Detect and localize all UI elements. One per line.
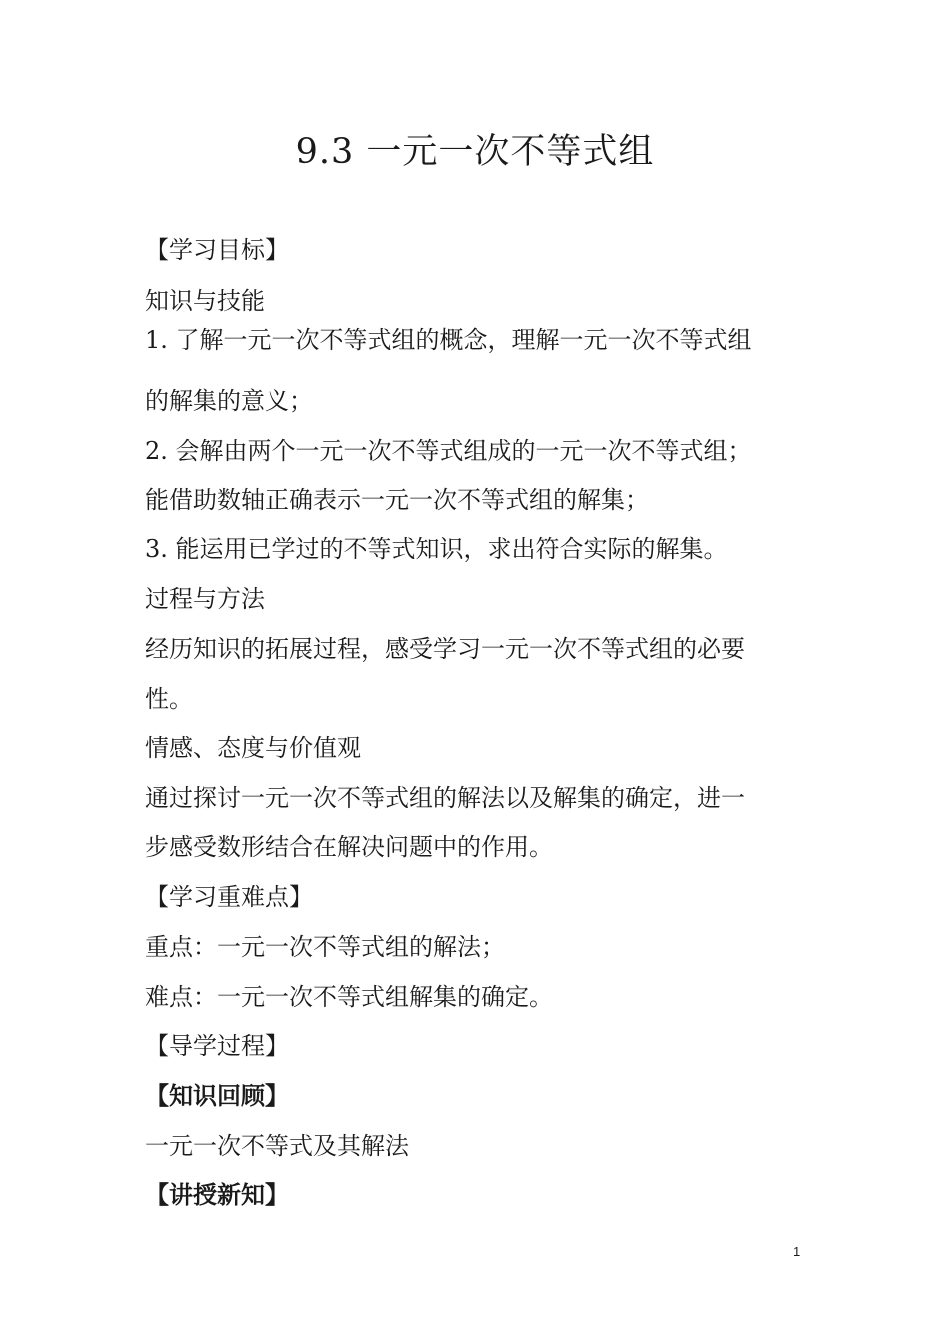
review-content: 一元一次不等式及其解法 <box>145 1132 409 1160</box>
process-method-line-1: 经历知识的拓展过程，感受学习一元一次不等式组的必要 <box>145 635 745 663</box>
objective-1-line-2: 的解集的意义； <box>145 387 313 415</box>
process-method-heading: 过程与方法 <box>145 585 265 613</box>
attitude-line-2: 步感受数形结合在解决问题中的作用。 <box>145 833 553 861</box>
new-knowledge-heading: 【讲授新知】 <box>145 1180 289 1209</box>
document-title: 9.3 一元一次不等式组 <box>295 132 655 172</box>
objective-2-line-1: 2. 会解由两个一元一次不等式组成的一元一次不等式组； <box>145 437 752 465</box>
process-method-line-2: 性。 <box>145 685 193 713</box>
knowledge-skill-heading: 知识与技能 <box>145 287 265 315</box>
objectives-heading: 【学习目标】 <box>145 236 289 264</box>
objective-2-line-2: 能借助数轴正确表示一元一次不等式组的解集； <box>145 486 649 514</box>
objective-1-line-1: 1. 了解一元一次不等式组的概念，理解一元一次不等式组 <box>145 326 752 354</box>
attitude-line-1: 通过探讨一元一次不等式组的解法以及解集的确定，进一 <box>145 784 745 812</box>
key-point: 重点：一元一次不等式组的解法； <box>145 933 505 961</box>
attitude-heading: 情感、态度与价值观 <box>145 734 361 762</box>
page-number: 1 <box>793 1244 801 1259</box>
difficult-point: 难点：一元一次不等式组解集的确定。 <box>145 983 553 1011</box>
key-points-heading: 【学习重难点】 <box>145 883 313 911</box>
review-heading: 【知识回顾】 <box>145 1081 289 1110</box>
guided-process-heading: 【导学过程】 <box>145 1032 289 1060</box>
objective-3: 3. 能运用已学过的不等式知识，求出符合实际的解集。 <box>145 535 728 563</box>
